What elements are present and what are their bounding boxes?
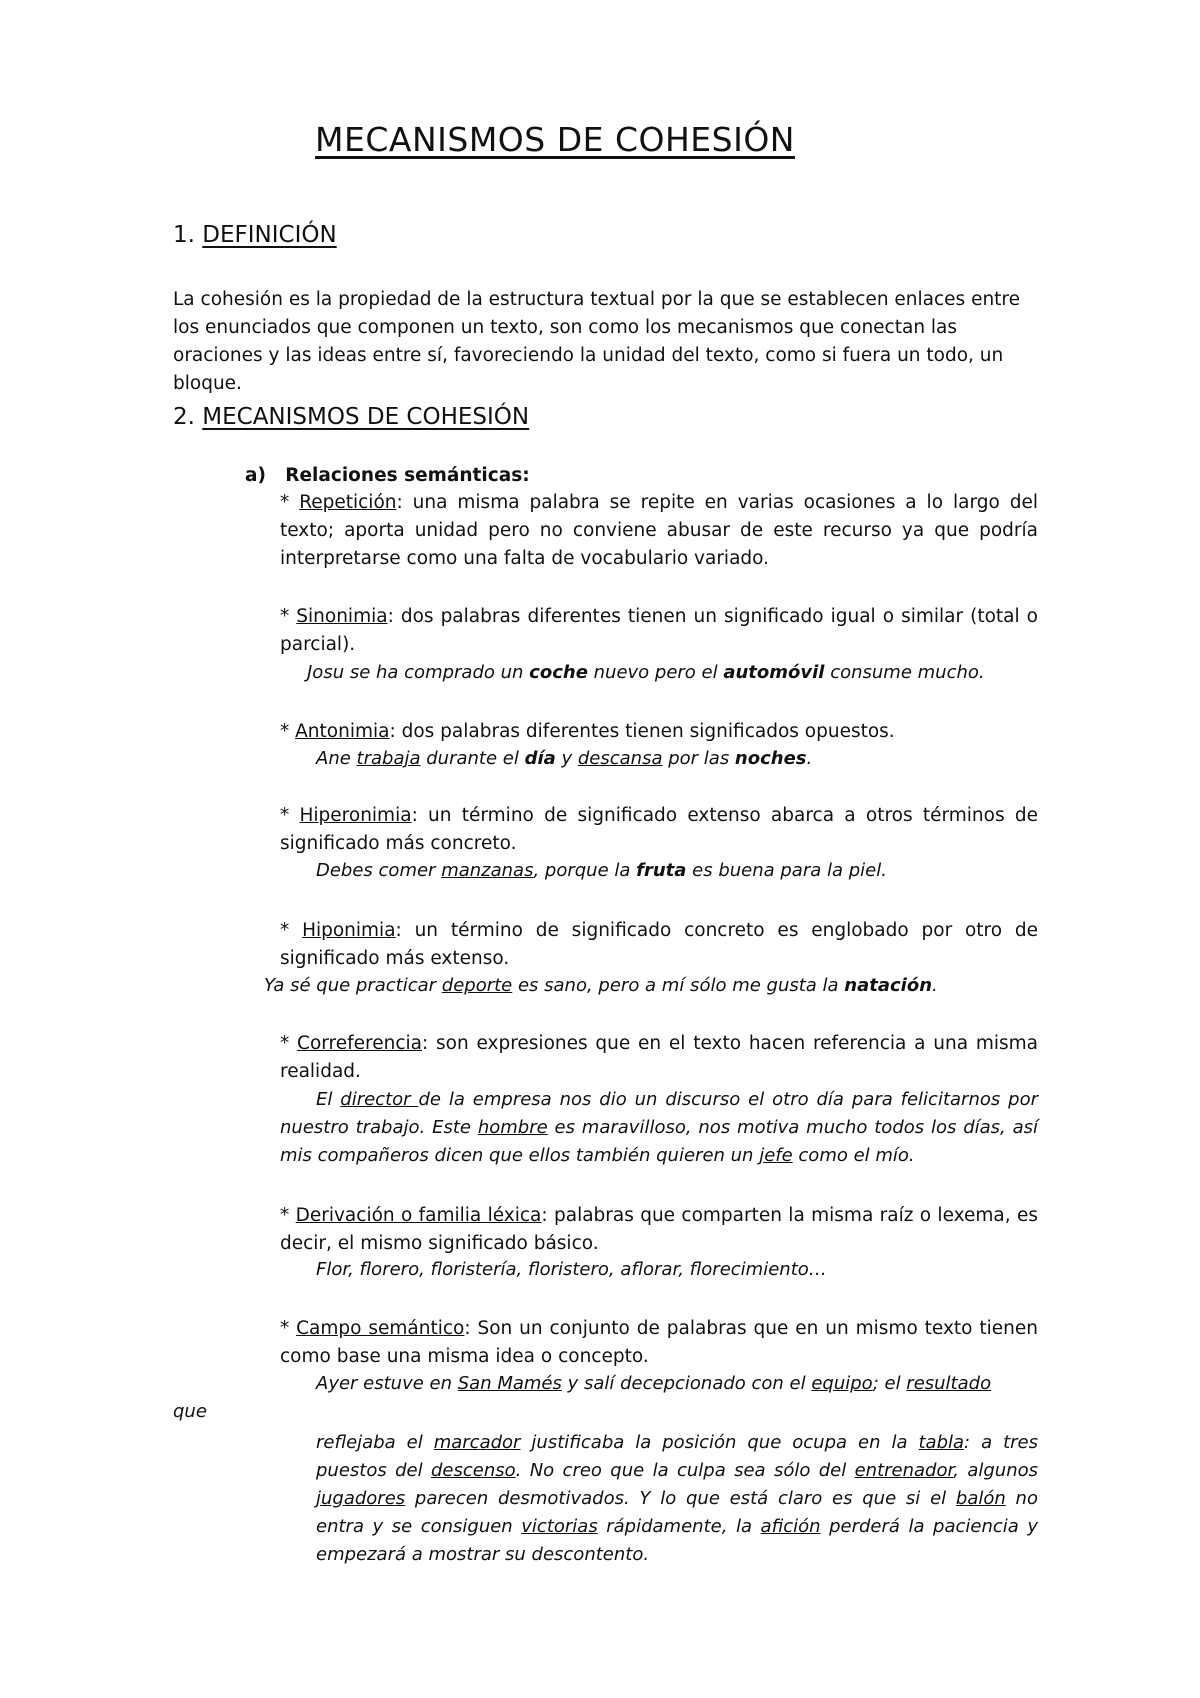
- definition-hiperonimia: : un término de significado extenso abarca a otros términos de significado más concreto.: [280, 805, 1038, 854]
- item-hiponimia: [280, 917, 1038, 973]
- term-hiponimia: Hiponimia: [302, 920, 396, 941]
- item-sinonimia: [280, 603, 1038, 659]
- section-2-label: MECANISMOS DE COHESIÓN: [202, 404, 530, 430]
- term-hiperonimia: Hiperonimia: [299, 805, 412, 826]
- page-title: MECANISMOS DE COHESIÓN: [315, 120, 795, 159]
- definition-campo-semantico: : Son un conjunto de palabras que en un mismo texto tienen como base una misma idea o concepto.: [280, 1318, 1038, 1367]
- subsection-heading: a) Relaciones semánticas:: [245, 465, 530, 486]
- example-hiponimia: Ya sé que practicar deporte es sano, pero a mí sólo me gusta la natación.: [264, 975, 938, 996]
- item-campo-semantico: [280, 1315, 1038, 1371]
- term-antonimia: Antonimia: [295, 721, 390, 742]
- term-correferencia: Correferencia: [297, 1033, 422, 1054]
- bullet-star: *: [280, 920, 303, 941]
- definition-hiponimia: : un término de significado concreto es englobado por otro de significado más extenso.: [280, 920, 1038, 969]
- definition-sinonimia: : dos palabras diferentes tienen un significado igual o similar (total o parcial).: [280, 606, 1038, 655]
- section-1-label: DEFINICIÓN: [202, 222, 337, 248]
- example-campo-orphan-word: que: [173, 1401, 207, 1422]
- definition-antonimia: : dos palabras diferentes tienen significados opuestos.: [389, 721, 895, 742]
- bullet-star: *: [280, 606, 297, 627]
- term-repeticion: Repetición: [299, 492, 397, 513]
- example-antonimia: Ane trabaja durante el día y descansa por las noches.: [316, 748, 813, 769]
- item-derivacion: [280, 1202, 1038, 1258]
- item-repeticion: [280, 489, 1038, 573]
- item-correferencia: [280, 1030, 1038, 1086]
- bullet-star: *: [280, 721, 296, 742]
- example-hiperonimia: Debes comer manzanas, porque la fruta es buena para la piel.: [316, 860, 887, 881]
- section-2-number: 2.: [173, 404, 195, 430]
- example-sinonimia: Josu se ha comprado un coche nuevo pero el automóvil consume mucho.: [307, 662, 985, 683]
- definition-correferencia: : son expresiones que en el texto hacen referencia a una misma realidad.: [280, 1033, 1038, 1082]
- definition-derivacion: : palabras que comparten la misma raíz o lexema, es decir, el mismo significado básico.: [280, 1205, 1038, 1254]
- definition-repeticion: : una misma palabra se repite en varias ocasiones a lo largo del texto; aporta unidad pero no conviene abusar de este recurso ya que podría interpretarse como una falta de vocabulario variado.: [280, 492, 1038, 569]
- example-campo-line1: Ayer estuve en San Mamés y salí decepcionado con el equipo; el resultado: [316, 1373, 992, 1394]
- bullet-star: *: [280, 1205, 296, 1226]
- section-2-heading: [173, 404, 529, 430]
- term-derivacion: Derivación o familia léxica: [295, 1205, 542, 1226]
- bullet-star: *: [280, 1318, 297, 1339]
- term-sinonimia: Sinonimia: [296, 606, 388, 627]
- example-derivacion: Flor, florero, floristería, floristero, aflorar, florecimiento…: [316, 1259, 827, 1280]
- bullet-star: *: [280, 492, 300, 513]
- definition-paragraph: La cohesión es la propiedad de la estructura textual por la que se establecen enlaces entre los enunciados que componen un texto, son como los mecanismos que conectan las oraciones y las ideas entre sí, favoreciendo la unidad del texto, como si fuera un todo, un bloque.: [173, 289, 1021, 394]
- term-campo-semantico: Campo semántico: [296, 1318, 465, 1339]
- example-campo-rest: reflejaba el marcador justificaba la posición que ocupa en la tabla: a tres puestos del descenso. No creo que la culpa sea sólo del entrenador, algunos jugadores parecen desmotivados. Y lo que está claro es que si el balón no entra y se consiguen victorias rápidamente, la afición perderá la paciencia y empezará a mostrar su descontento.: [316, 1432, 1038, 1565]
- bullet-star: *: [280, 805, 300, 826]
- section-1-heading: [173, 222, 337, 248]
- item-hiperonimia: [280, 802, 1038, 858]
- bullet-star: *: [280, 1033, 298, 1054]
- section-1-number: 1.: [173, 222, 195, 248]
- example-correferencia: El director de la empresa nos dio un discurso el otro día para felicitarnos por nuestro trabajo. Este hombre es maravilloso, nos motiva mucho todos los días, así mis compañeros dicen que ellos también quieren un jefe como el mío.: [280, 1089, 1038, 1166]
- item-antonimia: [280, 718, 1038, 746]
